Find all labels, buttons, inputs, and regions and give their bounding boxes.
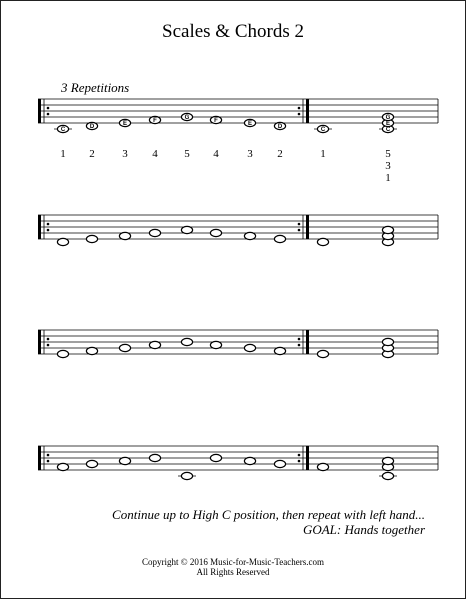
thick-barline xyxy=(306,99,309,123)
note-name: D xyxy=(89,124,95,130)
repeat-dot xyxy=(47,454,50,457)
notehead xyxy=(317,463,328,470)
notehead xyxy=(119,232,130,239)
scale-note-5 xyxy=(181,226,192,233)
staff-system-1 xyxy=(38,99,438,184)
repeat-dot xyxy=(298,229,301,232)
scale-note-8 xyxy=(274,460,285,467)
notehead xyxy=(86,347,97,354)
notehead xyxy=(382,457,393,464)
chord-note-3 xyxy=(382,113,393,121)
notehead xyxy=(149,341,160,348)
notehead xyxy=(382,226,393,233)
notehead xyxy=(210,229,221,236)
repeat-dot xyxy=(298,344,301,347)
thick-barline xyxy=(38,215,41,239)
chord-note-3 xyxy=(379,472,397,479)
scale-note-7 xyxy=(244,344,255,351)
repeat-dot xyxy=(47,229,50,232)
repeat-dot xyxy=(47,344,50,347)
instruction-line-1: Continue up to High C position, then repeat with left hand... xyxy=(112,507,425,522)
scale-note-2 xyxy=(86,347,97,354)
finger-number: 4 xyxy=(213,148,219,160)
thick-barline xyxy=(306,215,309,239)
chord-finger-number: 5 xyxy=(385,148,391,160)
scale-note-2 xyxy=(86,460,97,467)
chord-finger-number: 3 xyxy=(385,160,391,172)
scale-note-3 xyxy=(119,119,130,127)
repeat-dot xyxy=(47,338,50,341)
scale-note-8 xyxy=(274,122,285,130)
final-note xyxy=(317,463,328,470)
finger-number: 2 xyxy=(277,148,283,160)
final-note xyxy=(314,125,332,133)
finger-number: 1 xyxy=(320,148,326,160)
page-title: Scales & Chords 2 xyxy=(162,21,304,42)
notehead xyxy=(149,454,160,461)
finger-number: 3 xyxy=(247,148,253,160)
finger-number: 5 xyxy=(184,148,190,160)
notehead xyxy=(181,226,192,233)
note-name: C xyxy=(320,127,326,133)
finger-number: 1 xyxy=(60,148,66,160)
scale-note-1 xyxy=(57,350,68,357)
copyright-line-2: All Rights Reserved xyxy=(196,567,270,577)
note-name: G xyxy=(385,115,391,121)
scale-note-4 xyxy=(149,116,160,124)
repeat-dot xyxy=(298,107,301,110)
thick-barline xyxy=(38,330,41,354)
notehead xyxy=(181,338,192,345)
scale-note-3 xyxy=(119,457,130,464)
scale-note-6 xyxy=(210,341,221,348)
thick-barline xyxy=(306,330,309,354)
scale-note-3 xyxy=(119,344,130,351)
scale-note-7 xyxy=(244,119,255,127)
thick-barline xyxy=(38,99,41,123)
scale-note-1 xyxy=(54,125,72,133)
note-name: D xyxy=(277,124,283,130)
repetitions-label: 3 Repetitions xyxy=(61,80,130,95)
scale-note-1 xyxy=(57,463,68,470)
scale-note-4 xyxy=(149,229,160,236)
scale-note-2 xyxy=(86,122,97,130)
scale-note-7 xyxy=(244,232,255,239)
scale-note-5 xyxy=(181,113,192,121)
notehead xyxy=(119,457,130,464)
repeat-dot xyxy=(298,454,301,457)
finger-number: 4 xyxy=(152,148,158,160)
scale-note-2 xyxy=(86,235,97,242)
notehead xyxy=(382,472,393,479)
notehead xyxy=(86,460,97,467)
note-name: E xyxy=(385,121,391,127)
copyright-line-1: Copyright © 2016 Music-for-Music-Teachers.com xyxy=(142,557,324,567)
repeat-dot xyxy=(47,223,50,226)
scale-note-8 xyxy=(274,235,285,242)
scale-note-7 xyxy=(244,457,255,464)
notehead xyxy=(382,338,393,345)
copyright xyxy=(1,557,465,577)
scale-note-6 xyxy=(210,454,221,461)
repeat-dot xyxy=(298,460,301,463)
notehead xyxy=(86,235,97,242)
repeat-dot xyxy=(298,113,301,116)
scale-note-6 xyxy=(210,116,221,124)
note-name: F xyxy=(153,118,157,124)
chord-finger-number: 1 xyxy=(385,172,391,184)
notehead xyxy=(274,347,285,354)
notehead xyxy=(57,463,68,470)
chord-note-3 xyxy=(382,338,393,345)
notehead xyxy=(244,457,255,464)
finger-number: 3 xyxy=(122,148,128,160)
thick-barline xyxy=(38,446,41,470)
repeat-dot xyxy=(47,113,50,116)
scale-note-1 xyxy=(57,238,68,245)
finger-number: 2 xyxy=(89,148,95,160)
note-name: C xyxy=(385,127,391,133)
instruction-line-2: GOAL: Hands together xyxy=(302,522,425,537)
note-name: F xyxy=(214,118,218,124)
repeat-dot xyxy=(47,460,50,463)
note-name: C xyxy=(60,127,66,133)
final-note xyxy=(317,350,328,357)
notehead xyxy=(317,350,328,357)
notehead xyxy=(317,238,328,245)
thick-barline xyxy=(306,446,309,470)
scale-note-3 xyxy=(119,232,130,239)
notehead xyxy=(181,472,192,479)
notehead xyxy=(274,460,285,467)
chord-note-2 xyxy=(382,457,393,464)
notehead xyxy=(210,454,221,461)
notehead xyxy=(244,344,255,351)
scale-note-5 xyxy=(178,472,196,479)
note-name: E xyxy=(122,121,128,127)
scale-note-4 xyxy=(149,454,160,461)
notehead xyxy=(274,235,285,242)
notehead xyxy=(210,341,221,348)
note-name: E xyxy=(247,121,253,127)
notehead xyxy=(149,229,160,236)
notehead xyxy=(57,350,68,357)
instructions xyxy=(112,507,425,537)
repeat-dot xyxy=(298,338,301,341)
scale-note-6 xyxy=(210,229,221,236)
staff-system-3 xyxy=(38,330,438,358)
note-name: G xyxy=(184,115,190,121)
notehead xyxy=(119,344,130,351)
notehead xyxy=(244,232,255,239)
chord-note-3 xyxy=(382,226,393,233)
scale-note-4 xyxy=(149,341,160,348)
final-note xyxy=(317,238,328,245)
notehead xyxy=(57,238,68,245)
scale-note-5 xyxy=(181,338,192,345)
repeat-dot xyxy=(47,107,50,110)
staff-system-2 xyxy=(38,215,438,246)
staff-system-4 xyxy=(38,446,438,480)
repeat-dot xyxy=(298,223,301,226)
scale-note-8 xyxy=(274,347,285,354)
